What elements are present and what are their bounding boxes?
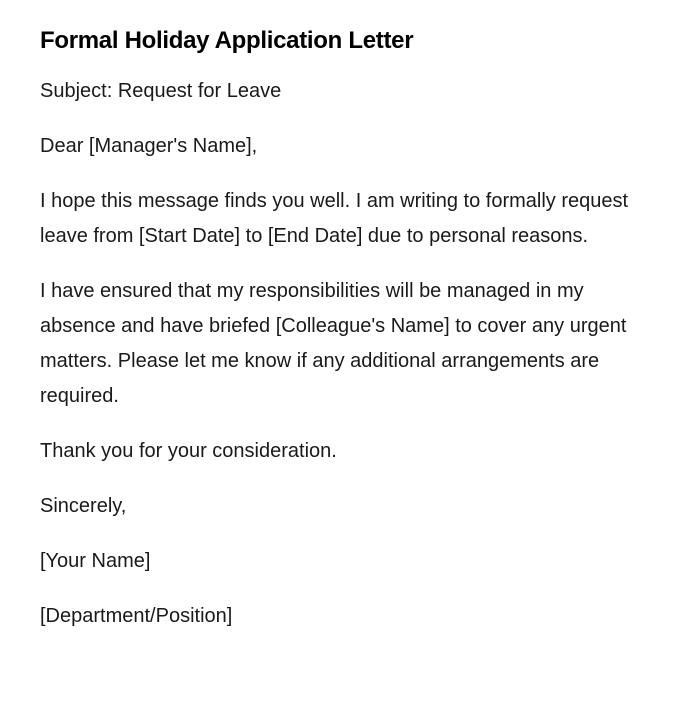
closing-line: Sincerely, [40,495,127,517]
salutation: Dear [Manager's Name], [40,135,258,157]
letter-document [40,24,640,654]
thanks-line: Thank you for your consideration. [40,440,337,462]
signature-position: [Department/Position] [40,605,233,627]
body-paragraph-2: I have ensured that my responsibilities will be managed in my absence and have briefed [Colleague's Name] to cover any urgent matters. Please let me know if any additional arrangements are required. [40,280,627,407]
signature-name: [Your Name] [40,550,151,572]
letter-title: Formal Holiday Application Letter [40,27,414,54]
body-paragraph-1: I hope this message finds you well. I am writing to formally request leave from [Start Date] to [End Date] due to personal reasons. [40,190,629,247]
subject-line: Subject: Request for Leave [40,80,282,102]
